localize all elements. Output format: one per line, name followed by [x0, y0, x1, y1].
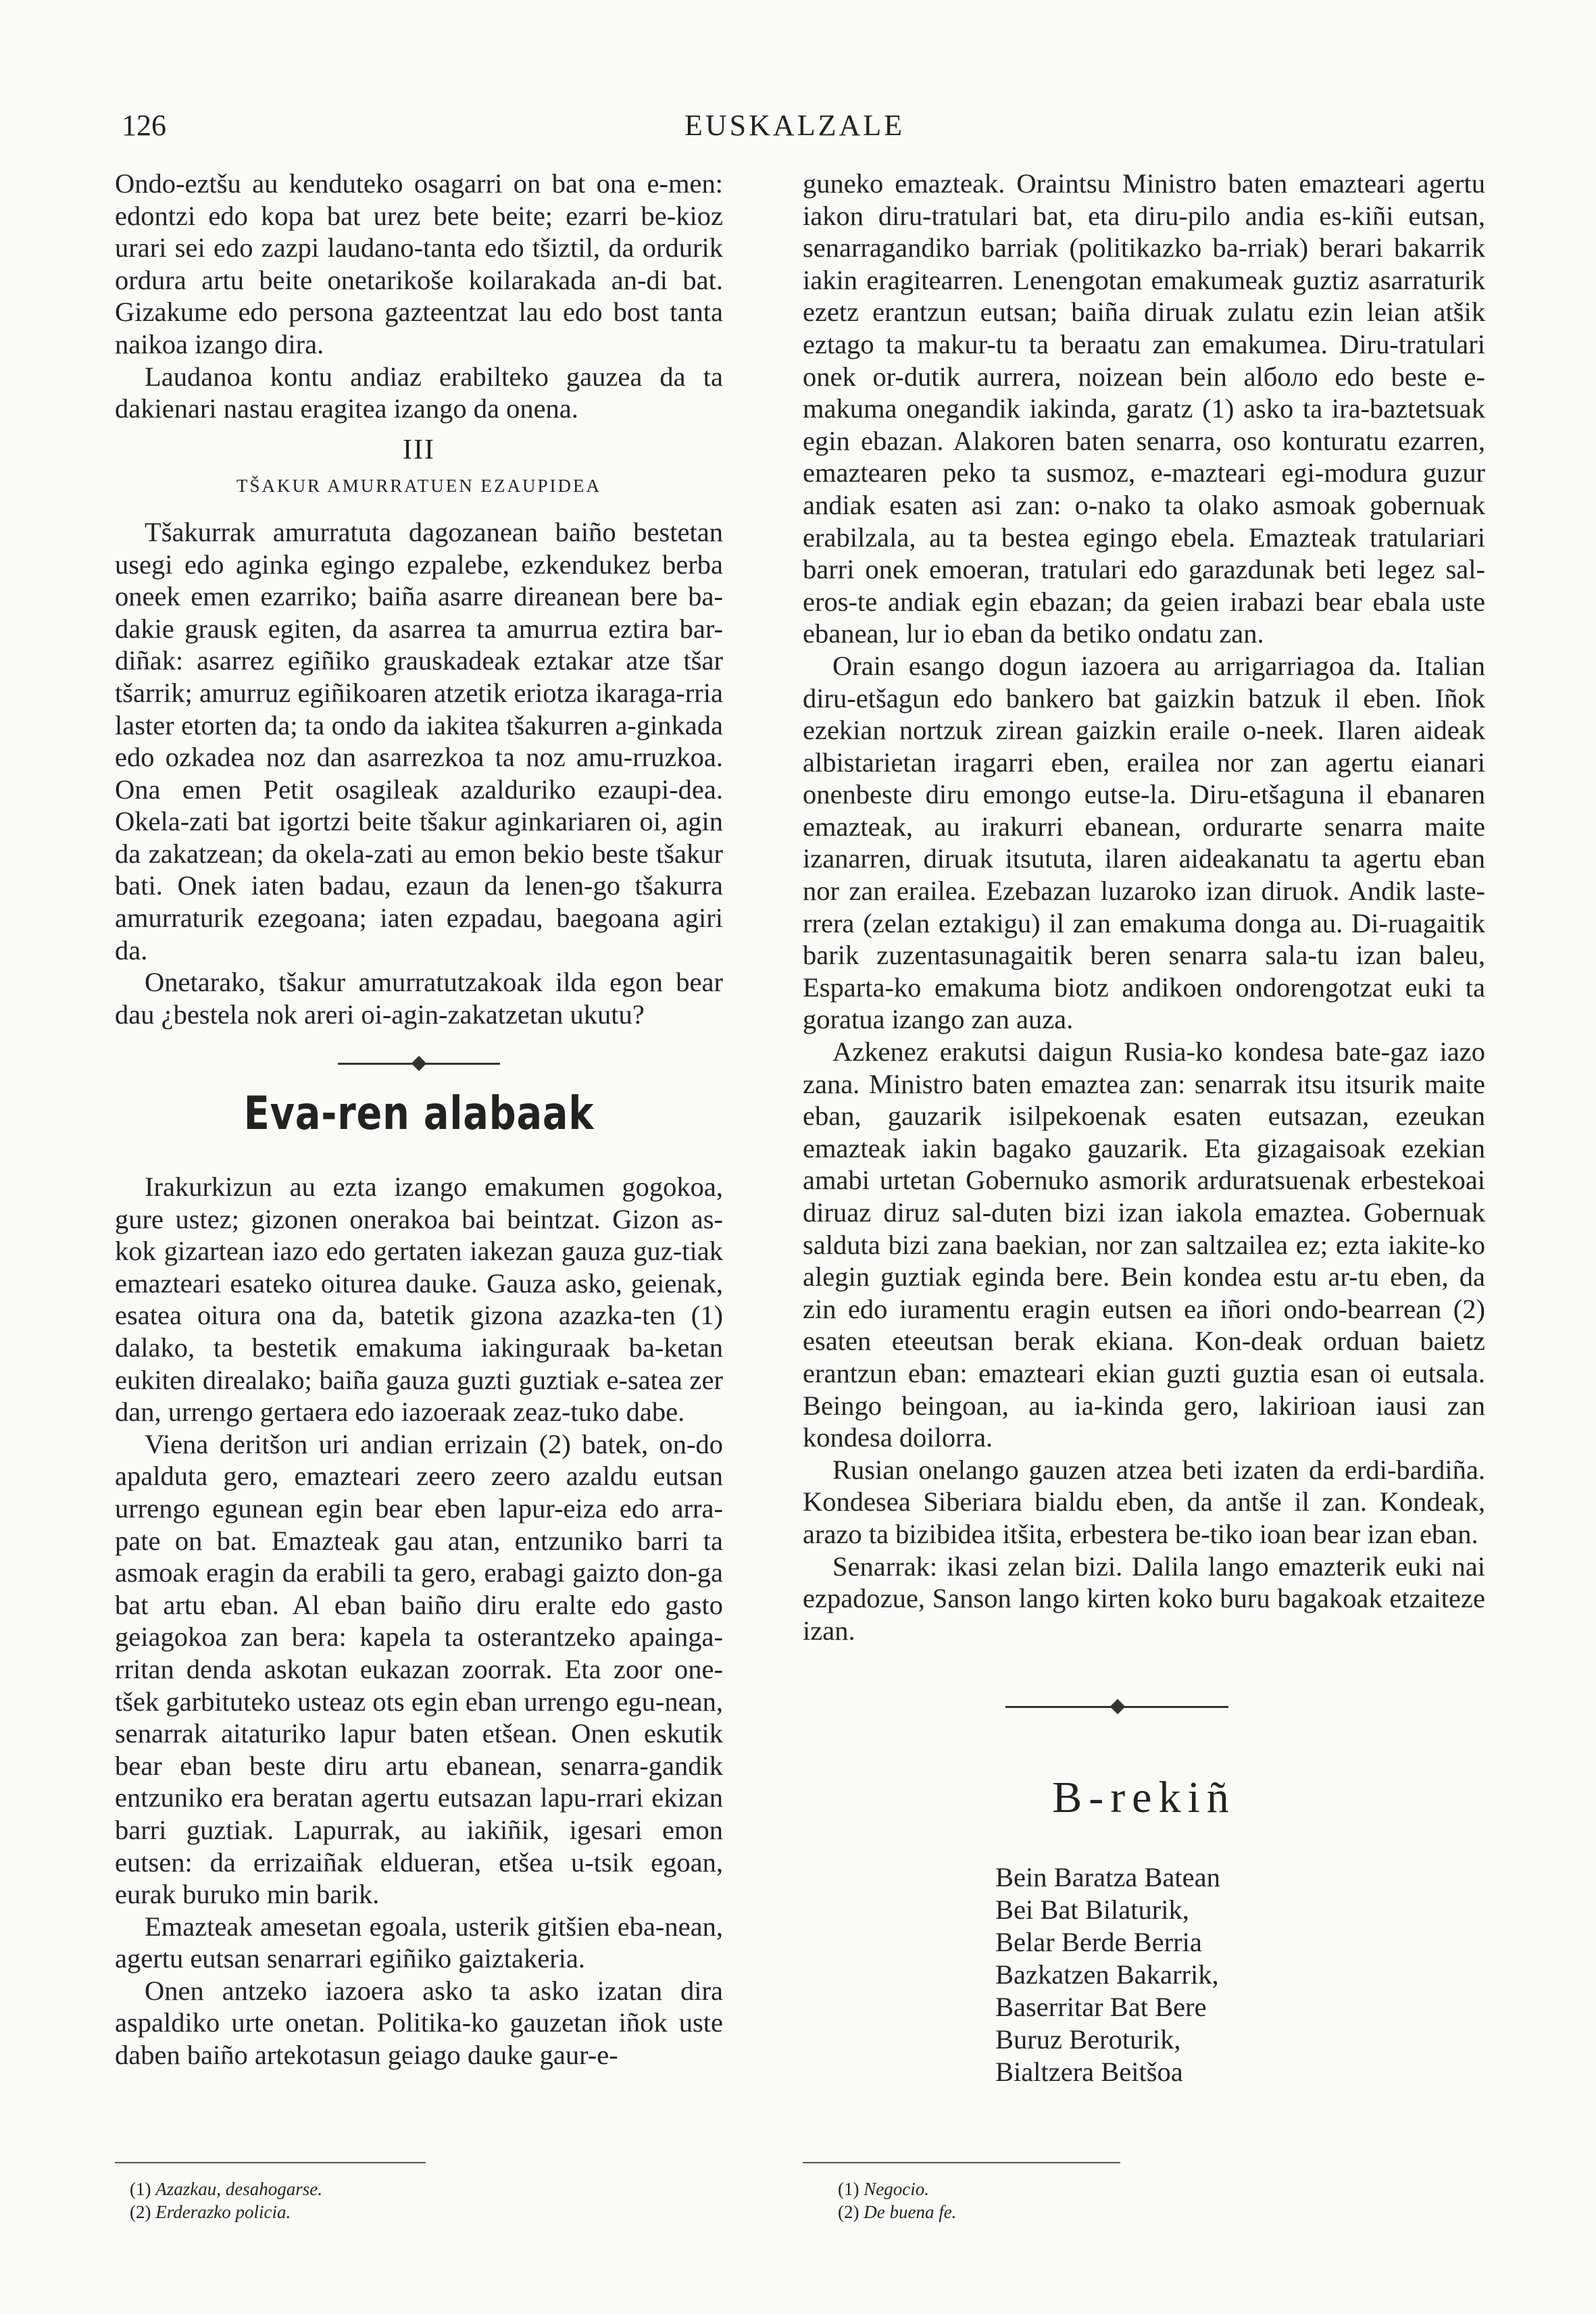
poem [803, 1861, 1485, 2088]
paragraph: Onen antzeko iazoera asko ta asko izatan dira aspaldiko urte onetan. Politika-ko gauzetan iñok uste daben baiño artekotasun geiago dauke gaur-e- [115, 1975, 723, 2071]
poem-line: Bazkatzen Bakarrik, [995, 1959, 1219, 1990]
paragraph: guneko emazteak. Oraintsu Ministro baten emazteari agertu iakon diru-tratulari bat, eta diru-pilo andia es-kiñi eutsan, senarragandiko barriak (politikazko ba-rriak) berari bakarrik iakin eragitearren. Lenengotan emakumeak guztiz asarraturik ezetz erantzun eutsan; baiña diruak zulatu ezin leian atšik eztago ta makur-tu ta beraatu zan emakumea. Diru-tratulari onek or-dutik aurrera, noizean bein alболо edo beste e-makuma onegandik iakinda, garatz (1) asko ta ira-baztetsuak egin ebazan. Alakoren baten senarra, oso konturatu ezarren, emaztearen peko ta susmoz, e-mazteari egi-modura guzur andiak esaten asi zan: o-nako ta olako asmoak gobernuak erabilzala, au ta bestea egingo ebela. Emazteak tratulariari barri onek emoeran, tratulari edo garazdunak beti legez sal-eros-te andiak egin ebazan; da geien irabazi bear ebala uste ebanean, lur io eban da betiko ondatu zan. [803, 168, 1485, 649]
footnote-mark: (1) [838, 2179, 859, 2199]
paragraph: Rusian onelango gauzen atzea beti izaten da erdi-bardiña. Kondesea Siberiara bialdu eben, da antše il zan. Kondeak, arazo ta bizibidea itšita, erbestera be-tiko ioan bear izan eban. [803, 1454, 1485, 1549]
paragraph: Ondo-eztšu au kenduteko osagarri on bat ona e-men: edontzi edo kopa bat urez bete beite; ezarri be-kioz urari sei edo zazpi laudano-tanta edo tšiztil, da ordurik ordura artu beite onetarikoše koilarakada an-di bat. Gizakume edo persona gazteentzat lau edo bost tanta naikoa izango dira. [115, 168, 723, 359]
section-number: III [403, 434, 435, 466]
poem-line: Bialtzera Beitšoa [995, 2056, 1183, 2087]
footnote-rule [115, 2162, 426, 2163]
article-title: Eva-ren alabaak [243, 1087, 595, 1141]
paragraph: Laudanoa kontu andiaz erabilteko gauzea da ta dakienari nastau eragitea izango da onena. [115, 361, 723, 424]
poem-line: Bei Bat Bilaturik, [995, 1894, 1189, 1925]
section-title: TŠAKUR AMURRATUEN EZAUPIDEA [236, 476, 601, 497]
footnotes-right [838, 2178, 956, 2223]
footnote [130, 2178, 322, 2200]
footnote-text: De buena fe. [864, 2202, 957, 2222]
footnote [838, 2200, 956, 2223]
paragraph: Orain esango dogun iazoera au arrigarriagoa da. Italian diru-etšagun edo bankero bat gaizkin batzuk il eben. Iñok ezekian nortzuk zirean gaizkin eraile o-neek. Ilaren aideak albistarietan iragarri eben, eraileа nor zan agertu eianari onenbeste diru emongo eutse-la. Diru-etšaguna il ebanaren emazteak, au irakurri ebanean, ordurarte senarra maite izanarren, diruak itsututa, ilaren aideakanatu ta agertu eban nor zan eraileа. Ezebazan luzaroko izan diruok. Andik laste-rrera (zelan eztakigu) il zan emakuma donga au. Di-ruagaitik barik zuzentasunagaitik beren senarra sala-tu izan baleu, Esparta-ko emakuma biotz andikoen ondorengotzat euki ta goratua izango zan auza. [803, 650, 1485, 1035]
footnote-mark: (2) [130, 2202, 151, 2222]
paragraph: Tšakurrak amurratuta dagozanean baiño bestetan usegi edo aginka egingo ezpalebe, ezkendukez berba oneek emen ezarriko; baiña asarre direanean bere ba-dakie grausk egiten, da asarrea ta amurrua eztira bar-diñak: asarrez egiñiko grauskadeak eztakar atze tšar tšarrik; amurruz egiñikoaren atzetik eriotza ikaraga-rria laster etorten da; ta ondo da iakitea tšakurren a-ginkada edo ozkadea noz dan asarrezkoa ta noz amu-rruzkoa. Ona emen Petit osagileak azalduriko ezaupi-dea. Okela-zati bat igortzi beite tšakur aginkariaren oi, agin da zakatzean; da okela-zati au emon bekio beste tšakur bati. Onek iaten badau, ezaun da lenen-go tšakurra amurraturik ezegoana; iaten ezpadau, baegoana agiri da. [115, 516, 723, 965]
poem-title: B-rekiñ [1052, 1773, 1236, 1823]
page-number: 126 [122, 109, 166, 142]
diamond-ornament [412, 1056, 427, 1072]
paragraph: Viena deritšon uri andian errizain (2) batek, on-do apalduta gero, emazteari zeero zeero azaldu eutsan urrengo egunean egin bear eben lapur-eiza edo arra-pate on bat. Emazteak gau atan, entzuniko barri ta asmoak eragin da erabili ta gero, erabagi gaizto don-ga bat artu eban. Al eban baiño diru eralte edo gasto geiagokoa zan bera: kapela ta osterantzeko apainga-rritan denda askotan eukazan zoorrak. Eta zoor one-tšek garbituteko usteaz ots egin eban urrengo egu-nean, senarrak aitaturiko lapur baten etšean. Onen eskutik bear eban beste diru artu ebanean, senarra-gandik entzuniko era beratan agertu eutsazan lapu-rrari ekizan barri guztiak. Lapurrak, au iakiñik, igesari emon eutsen: da errizaiñak eldueran, etšea u-tsik egoan, eurak buruko min barik. [115, 1428, 723, 1910]
footnote-text: Negocio. [864, 2179, 929, 2199]
poem-line: Bein Baratza Batean [995, 1861, 1220, 1892]
poem-line: Baserritar Bat Bere [995, 1991, 1207, 2022]
running-head [101, 108, 1488, 149]
footnote [130, 2200, 322, 2223]
paragraph: Senarrak: ikasi zelan bizi. Dalila lango emazterik euki nai ezpadozue, Sanson lango kirten koko buru bagakoak etzaiteze izan. [803, 1551, 1485, 1646]
paragraph: Irakurkizun au ezta izango emakumen gogokoa, gure ustez; gizonen onerakoa bai beintzat. Gizon as-kok gizartean iazo edo gertaten iakezan gauza guz-tiak emazteari esateko oiturea dauke. Gauza asko, geienak, esatea oitura ona da, batetik gizona azazka-ten (1) dalako, ta bestetik emakuma iakinguraak ba-ketan eukiten direalako; baiña gauza guzti guztiak e-satea zer dan, urrengo gertaera edo iazoeraak zeaz-tuko dabe. [115, 1172, 723, 1428]
footnotes-left [130, 2178, 322, 2223]
footnote-mark: (1) [130, 2179, 151, 2199]
diamond-ornament [1110, 1699, 1126, 1715]
footnote-mark: (2) [838, 2202, 859, 2222]
footnote-text: Azazkau, desahogarse. [155, 2179, 322, 2199]
poem-line: Buruz Beroturik, [995, 2023, 1181, 2055]
poem-line: Belar Berde Berria [995, 1926, 1202, 1957]
ornamental-divider [803, 1694, 1485, 1721]
ornamental-divider [115, 1051, 723, 1078]
right-column [803, 168, 1485, 2088]
footnote-rule [803, 2162, 1120, 2163]
left-column [115, 168, 723, 2071]
footnote-text: Erderazko policia. [155, 2202, 291, 2222]
paragraph: Emazteak amesetan egoala, usterik gitšien eba-nean, agertu eutsan senarrari egiñiko gaiztakeria. [115, 1911, 723, 1974]
paragraph: Onetarako, tšakur amurratutzakoak ilda egon bear dau ¿bestela nok areri oi-agin-zakatzetan ukutu? [115, 967, 723, 1030]
footnote [838, 2178, 956, 2200]
journal-title: EUSKALZALE [684, 109, 905, 142]
paragraph: Azkenez erakutsi daigun Rusia-ko kondesa bate-gaz iazo zana. Ministro baten emaztea zan: senarrak itsu itsurik maite eban, gauzarik isilpekoenak esaten eutsazan, ezeukan emazteak iakin bagako gauzarik. Eta gizagaisoak ezekian amabi urtetan Gobernuko asmorik arduratsuenak erbestekoai diruaz diruz sal-duten bizi izan iakola emaztea. Gobernuak salduta bizi zana baekian, nor zan saltzailea ez; ezta iakite-ko alegin guztiak egindа bere. Bein kondea estu ar-tu eben, da zin edo iuramentu eragin eutsen ea iñori ondo-bearrean (2) esaten eteeutsan berak ekiana. Kon-deak orduan baietz erantzun eban: emazteari ekian guzti guztia esan oi eutsala. Beingo beingoan, au ia-kinda gero, lakirioan iausi zan kondesa doilorra. [803, 1036, 1485, 1453]
